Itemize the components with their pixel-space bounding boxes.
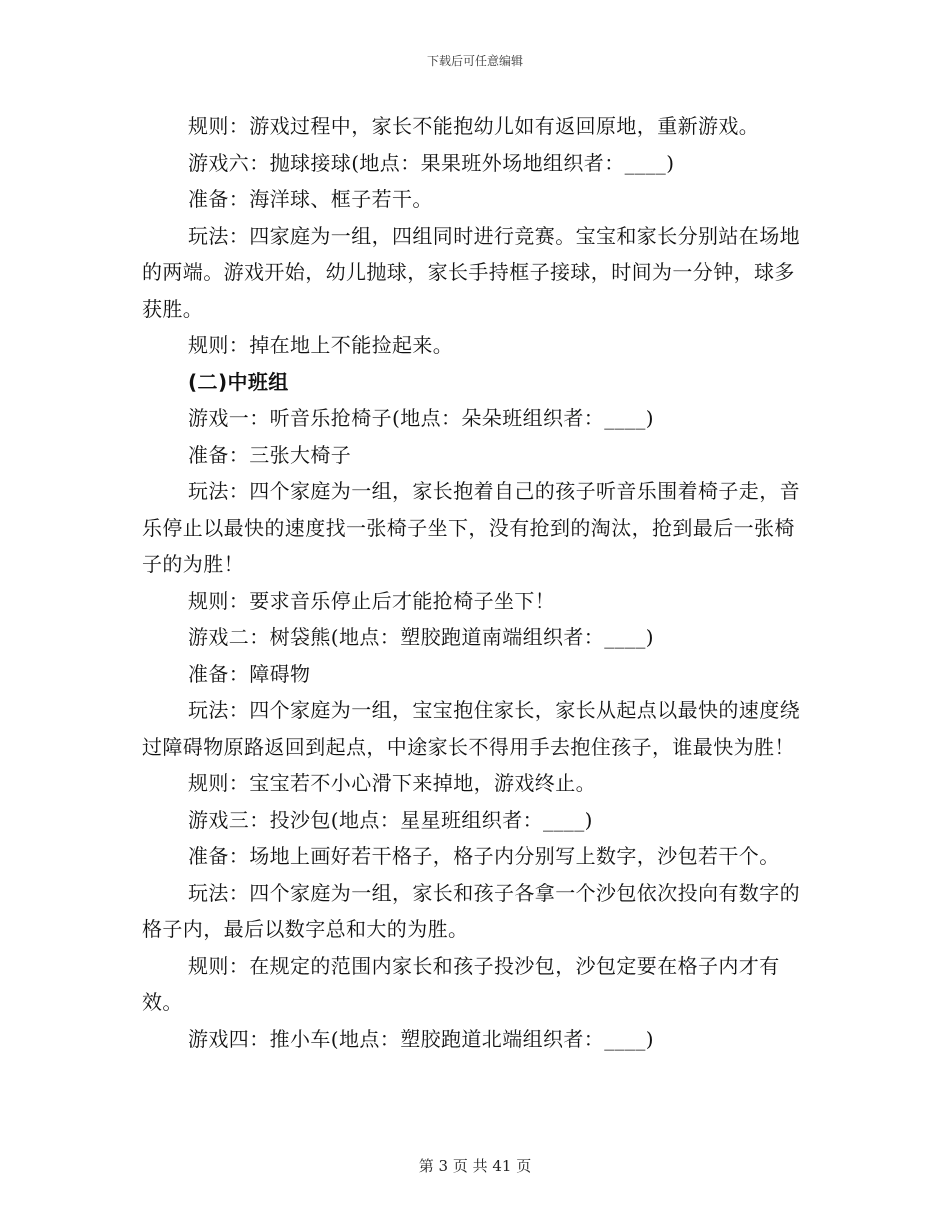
paragraph-game-title: 游戏六：抛球接球(地点：果果班外场地组织者：____) [188, 150, 675, 175]
paragraph-rule: 规则：要求音乐停止后才能抢椅子坐下！ [188, 588, 556, 613]
paragraph-gameplay: 玩法：四个家庭为一组，家长和孩子各拿一个沙包依次投向有数字的格子内，最后以数字总和大的为胜。 [142, 880, 800, 941]
paragraph-rule: 规则：游戏过程中，家长不能抱幼儿如有返回原地，重新游戏。 [188, 114, 760, 138]
paragraph-gameplay: 玩法：四家庭为一组，四组同时进行竞赛。宝宝和家长分别站在场地的两端。游戏开始，幼儿抛球，家长手持框子接球，时间为一分钟，球多获胜。 [142, 223, 800, 321]
page-header-note: 下载后可任意编辑 [426, 54, 523, 68]
page-number: 第 3 页 共 41 页 [418, 1157, 532, 1175]
paragraph-preparation: 准备：障碍物 [188, 661, 311, 686]
paragraph-preparation: 准备：三张大椅子 [188, 442, 352, 467]
paragraph-preparation: 准备：场地上画好若干格子，格子内分别写上数字，沙包若干个。 [188, 844, 780, 868]
paragraph-rule: 规则：在规定的范围内家长和孩子投沙包，沙包定要在格子内才有效。 [142, 953, 780, 1014]
paragraph-rule: 规则：掉在地上不能捡起来。 [188, 333, 454, 357]
paragraph-gameplay: 玩法：四个家庭为一组，家长抱着自己的孩子听音乐围着椅子走，音乐停止以最快的速度找一张椅子坐下，没有抢到的淘汰，抢到最后一张椅子的为胜！ [142, 479, 800, 576]
document-body [142, 108, 812, 1057]
paragraph-game-title: 游戏一：听音乐抢椅子(地点：朵朵班组织者：____) [188, 406, 655, 430]
paragraph-game-title: 游戏四：推小车(地点：塑胶跑道北端组织者：____) [188, 1026, 655, 1051]
paragraph-game-title: 游戏二：树袋熊(地点：塑胶跑道南端组织者：____) [188, 625, 655, 649]
paragraph-preparation: 准备：海洋球、框子若干。 [188, 187, 433, 211]
section-heading: (二)中班组 [188, 369, 289, 394]
paragraph-rule: 规则：宝宝若不小心滑下来掉地，游戏终止。 [188, 771, 596, 795]
paragraph-game-title: 游戏三：投沙包(地点：星星班组织者：____) [188, 807, 593, 832]
paragraph-gameplay: 玩法：四个家庭为一组，宝宝抱住家长，家长从起点以最快的速度绕过障碍物原路返回到起点，中途家长不得用手去抱住孩子，谁最快为胜！ [142, 698, 800, 759]
